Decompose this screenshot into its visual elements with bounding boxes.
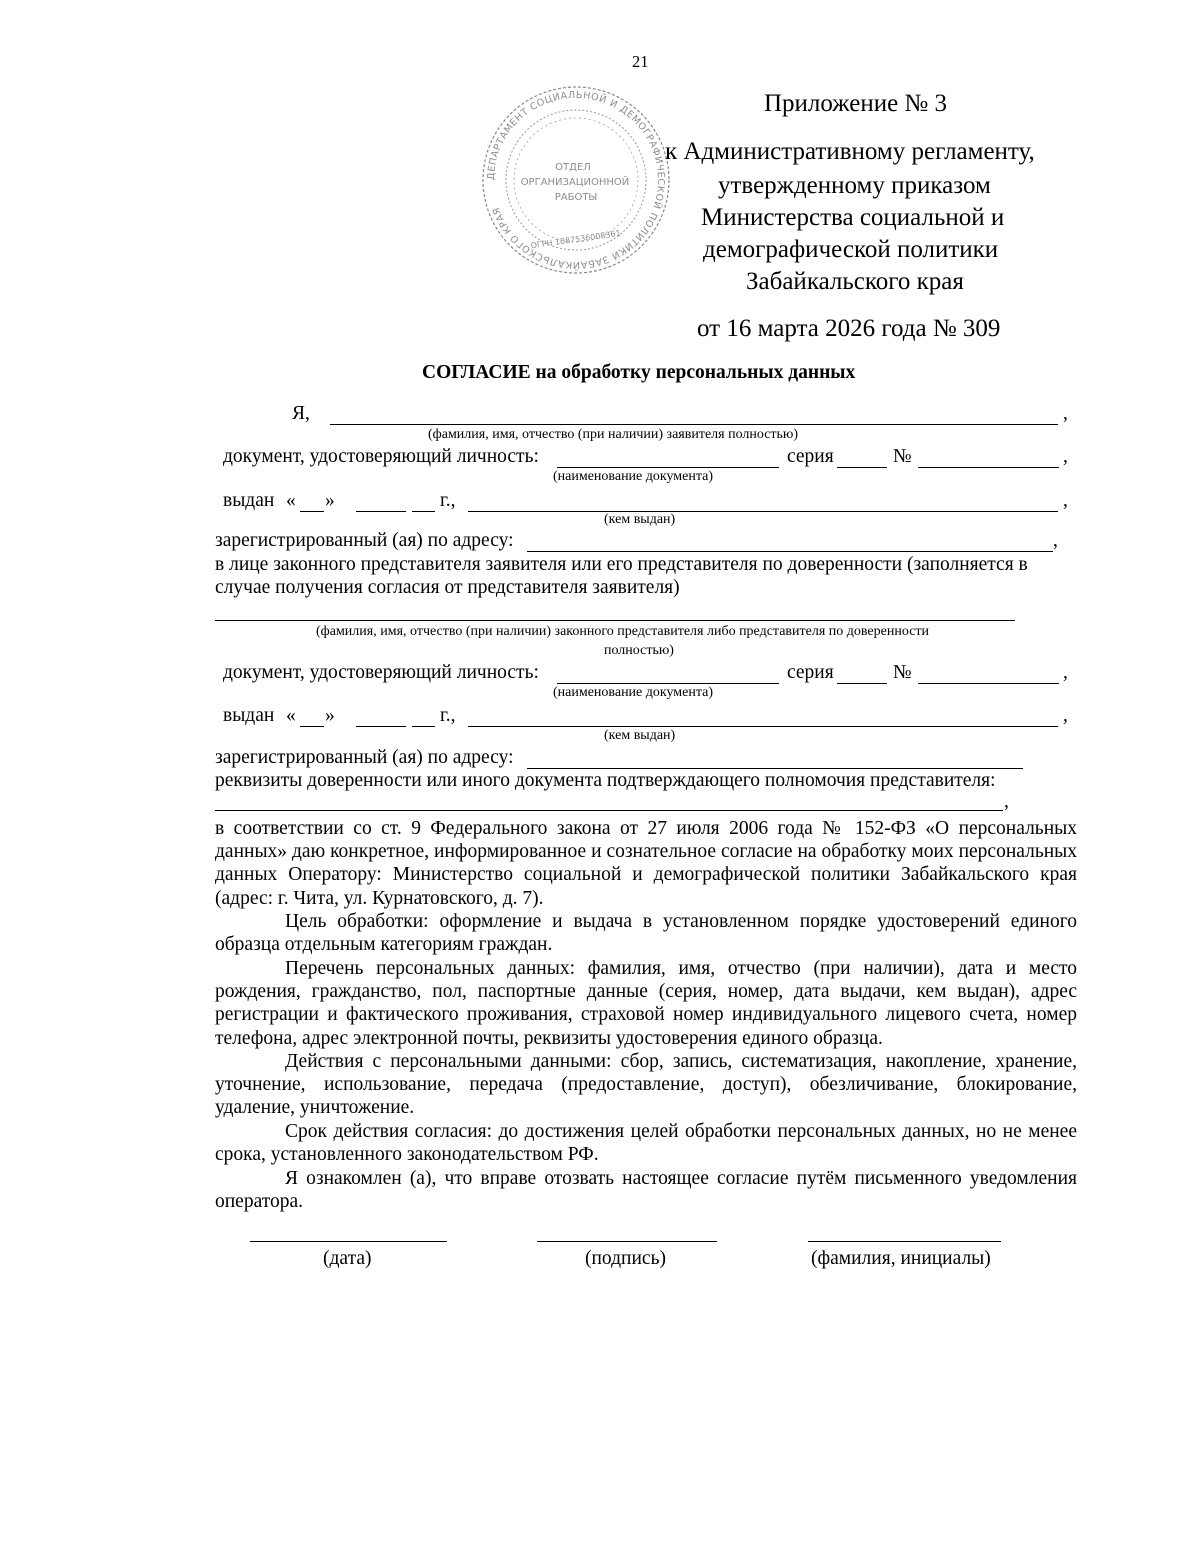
applicant-year-line xyxy=(412,511,435,512)
representative-fio-line xyxy=(215,620,1015,621)
appendix-line4: демографической политики xyxy=(703,236,999,263)
applicant-year-label: г., xyxy=(440,490,456,511)
representative-doc-label: документ, удостоверяющий личность: xyxy=(223,662,539,683)
date-caption: (дата) xyxy=(323,1248,372,1269)
applicant-address-line xyxy=(527,551,1053,552)
representative-number-line xyxy=(918,683,1059,684)
consent-paragraph-purpose: Цель обработки: оформление и выдача в установленном порядке удостоверений единого образца отдельным категориям граждан. xyxy=(215,911,1077,956)
stamp-ogrn: ОГРН 1087536008361 xyxy=(530,228,622,251)
seal-stamp xyxy=(478,82,674,278)
representative-address-line xyxy=(527,768,1023,769)
appendix-line5: Забайкальского края xyxy=(746,268,964,295)
signature-line xyxy=(537,1241,717,1242)
page-number: 21 xyxy=(632,52,649,71)
appendix-title: Приложение № 3 xyxy=(764,90,948,117)
applicant-doc-caption: (наименование документа) xyxy=(553,469,714,484)
issued-comma: , xyxy=(1063,490,1068,511)
applicant-doc-label: документ, удостоверяющий личность: xyxy=(223,446,539,467)
applicant-issued-label: выдан xyxy=(223,490,275,511)
applicant-fio-caption: (фамилия, имя, отчество (при наличии) заявителя полностью) xyxy=(428,427,799,442)
applicant-address-label: зарегистрированный (ая) по адресу: xyxy=(215,530,514,551)
representative-doc-caption: (наименование документа) xyxy=(553,685,714,700)
appendix-line1: к Административному регламенту, xyxy=(665,138,1035,165)
representative-issued-label: выдан xyxy=(223,705,275,726)
ya-label: Я, xyxy=(292,403,310,424)
representative-number-label: № xyxy=(893,662,912,683)
applicant-quote-open: « xyxy=(286,490,296,511)
applicant-month-line xyxy=(356,511,406,512)
fio-comma: , xyxy=(1063,403,1068,424)
stamp-center-line3: РАБОТЫ xyxy=(554,192,598,203)
stamp-center-line2: ОРГАНИЗАЦИОННОЙ xyxy=(520,177,630,188)
doc-comma: , xyxy=(1063,446,1068,467)
address-comma: , xyxy=(1053,530,1058,551)
document-title: СОГЛАСИЕ на обработку персональных данных xyxy=(422,362,856,383)
representative-quote-open: « xyxy=(286,705,296,726)
representative-power-line xyxy=(215,810,1003,811)
appendix-line3: Министерства социальной и xyxy=(701,204,1005,231)
stamp-ring-text: ДЕПАРТАМЕНТ СОЦИАЛЬНОЙ И ДЕМОГРАФИЧЕСКОЙ ПОЛИТИКИ ЗАБАЙКАЛЬСКОГО КРАЯ xyxy=(485,89,667,271)
applicant-series-line xyxy=(837,467,887,468)
representative-issuer-line xyxy=(468,726,1058,727)
stamp-center-line1: ОТДЕЛ xyxy=(555,162,591,173)
applicant-number-line xyxy=(918,467,1059,468)
applicant-issuer-line xyxy=(468,511,1058,512)
applicant-quote-close: » xyxy=(325,490,335,511)
signature-caption: (подпись) xyxy=(585,1248,666,1269)
consent-paragraph-data-list: Перечень персональных данных: фамилия, имя, отчество (при наличии), дата и место рождения, гражданство, пол, паспортные данные (серия, номер, дата выдачи, кем выдан), адрес регистрации и фактического проживания, страховой номер индивидуального лицевого счета, номер телефона, адрес электронной почты, реквизиты удостоверения единого образца. xyxy=(215,958,1077,1049)
rep-issued-comma: , xyxy=(1063,705,1068,726)
representative-month-line xyxy=(356,726,406,727)
consent-paragraph-withdrawal: Я ознакомлен (а), что вправе отозвать настоящее согласие путём письменного уведомления оператора. xyxy=(215,1168,1077,1213)
applicant-doc-name-line xyxy=(557,467,779,468)
consent-paragraph-actions: Действия с персональными данными: сбор, запись, систематизация, накопление, хранение, уточнение, использование, передача (предоставление, доступ), обезличивание, блокирование, удаление, уничтожение. xyxy=(215,1051,1077,1119)
appendix-line2: утвержденному приказом xyxy=(718,172,991,199)
applicant-number-label: № xyxy=(893,446,912,467)
representative-intro-line2: случае получения согласия от представителя заявителя) xyxy=(215,577,680,598)
representative-day-line xyxy=(300,726,324,727)
representative-year-label: г., xyxy=(440,705,456,726)
representative-power-label: реквизиты доверенности или иного документа подтверждающего полномочия представителя: xyxy=(215,770,996,791)
representative-quote-close: » xyxy=(325,705,335,726)
applicant-issuer-caption: (кем выдан) xyxy=(604,512,676,527)
representative-intro-line1: в лице законного представителя заявителя или его представителя по доверенности (заполняется в xyxy=(215,554,1028,575)
name-signature-line xyxy=(808,1241,1001,1242)
representative-fio-caption-line1: (фамилия, имя, отчество (при наличии) законного представителя либо представителя по доверенности xyxy=(316,624,930,639)
power-comma: , xyxy=(1004,791,1009,812)
date-signature-line xyxy=(250,1241,447,1242)
applicant-day-line xyxy=(300,511,324,512)
representative-year-line xyxy=(412,726,435,727)
rep-doc-comma: , xyxy=(1063,662,1068,683)
representative-issuer-caption: (кем выдан) xyxy=(604,728,676,743)
consent-paragraph-1: в соответствии со ст. 9 Федерального закона от 27 июля 2006 года № 152-ФЗ «О персональных данных» даю конкретное, информированное и сознательное согласие на обработку моих персональных данных Оператору: Министерство социальной и демографической политики Забайкальского края (адрес: г. Чита, ул. Курнатовского, д. 7). xyxy=(215,818,1077,909)
applicant-fio-line xyxy=(330,424,1058,425)
representative-series-line xyxy=(837,683,887,684)
applicant-series-label: серия xyxy=(787,446,834,467)
name-caption: (фамилия, инициалы) xyxy=(811,1248,991,1269)
representative-series-label: серия xyxy=(787,662,834,683)
representative-fio-caption-line2: полностью) xyxy=(604,643,674,658)
consent-paragraph-term: Срок действия согласия: до достижения целей обработки персональных данных, но не менее срока, установленного законодательством РФ. xyxy=(215,1121,1077,1166)
representative-address-label: зарегистрированный (ая) по адресу: xyxy=(215,747,514,768)
appendix-order: от 16 марта 2026 года № 309 xyxy=(697,315,1001,342)
representative-doc-name-line xyxy=(557,683,779,684)
